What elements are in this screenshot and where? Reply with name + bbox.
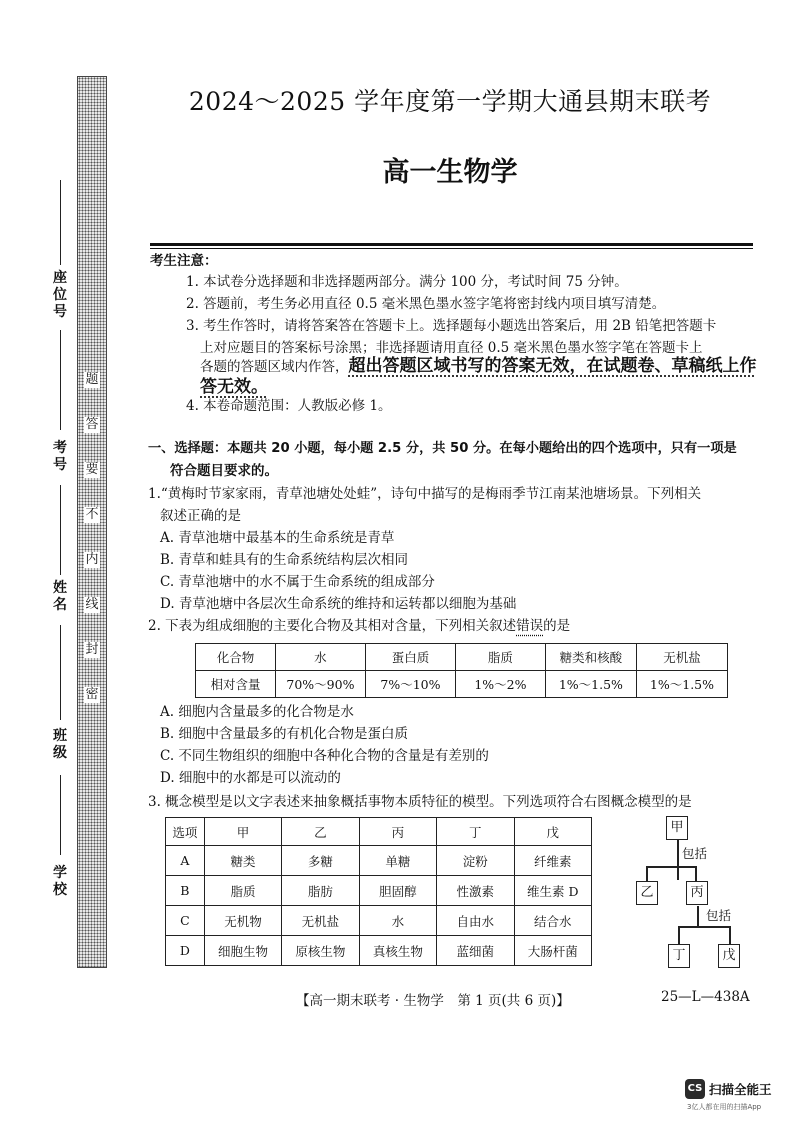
q1-stem-cont: 叙述正确的是 — [160, 508, 241, 524]
notice-item: 2. 答题前，考生务必用直径 0.5 毫米黑色墨水签字笔将密封线内项目填写清楚。 — [186, 296, 666, 312]
exam-number-label: 考号 — [53, 440, 67, 473]
school-label: 学校 — [53, 865, 67, 898]
concept-box-mid-right: 丙 — [686, 881, 708, 905]
notice-heading: 考生注意： — [150, 253, 218, 269]
binding-char: 封 — [85, 642, 99, 657]
q3-cell: 无机物 — [204, 906, 281, 936]
q1-option: C. 青草池塘中的水不属于生命系统的组成部分 — [160, 574, 435, 590]
concept-line — [729, 926, 731, 944]
concept-line — [646, 866, 648, 881]
class-blank-line — [60, 625, 61, 720]
concept-line — [646, 866, 696, 868]
q2-table-header — [196, 644, 728, 671]
notice-item: 上对应题目的答案标号涂黑；非选择题请用直径 0.5 毫米黑色墨水签字笔在答题卡上 — [200, 340, 703, 356]
q2-header-cell: 蛋白质 — [365, 644, 455, 671]
concept-line — [677, 840, 679, 880]
seat-number-label: 座位号 — [53, 270, 67, 320]
q3-cell: B — [166, 876, 205, 906]
q2-header-cell: 糖类和核酸 — [545, 644, 636, 671]
q2-header-cell: 无机盐 — [636, 644, 727, 671]
exam-title: 2024～2025 学年度第一学期大通县期末联考 — [188, 87, 712, 116]
binding-char: 线 — [85, 597, 99, 612]
q2-cell: 1%～1.5% — [636, 671, 727, 698]
notice-item: 1. 本试卷分选择题和非选择题两部分。满分 100 分，考试时间 75 分钟。 — [186, 274, 628, 290]
page-footer: 【高一期末联考 · 生物学 第 1 页(共 6 页)】 — [296, 993, 570, 1009]
q1-stem: 1.“黄梅时节家家雨，青草池塘处处蛙”，诗句中描写的是梅雨季节江南某池塘场景。下列相关 — [148, 486, 702, 502]
q3-table-row — [166, 906, 592, 936]
concept-box-bottom-left: 丁 — [668, 944, 690, 968]
q3-cell: 胆固醇 — [359, 876, 436, 906]
q2-stem-c: 的是 — [543, 618, 571, 634]
concept-label-contains: 包括 — [706, 908, 732, 923]
seat-blank-line — [60, 180, 61, 265]
q3-header-cell: 丙 — [359, 818, 436, 846]
q3-header-cell: 戊 — [514, 818, 591, 846]
q2-stem-a: 2. 下表为组成细胞的主要化合物及其相对含量，下列相关叙述 — [148, 618, 517, 634]
notice-item: 3. 考生作答时，请将答案答在答题卡上。选择题每小题选出答案后，用 2B 铅笔把答题卡 — [186, 318, 717, 334]
q2-cell: 7%～10% — [365, 671, 455, 698]
q3-table-row — [166, 936, 592, 966]
binding-char: 不 — [85, 507, 99, 522]
q2-header-cell: 脂质 — [455, 644, 545, 671]
q3-cell: 脂质 — [204, 876, 281, 906]
binding-char: 密 — [85, 687, 99, 702]
q2-stem-emphasis: 错误 — [516, 618, 544, 634]
camscanner-logo-icon: CS — [685, 1079, 705, 1099]
q3-cell: 原核生物 — [282, 936, 359, 966]
header-rule-thin — [150, 248, 753, 249]
q3-header-cell: 丁 — [437, 818, 514, 846]
q3-cell: 性激素 — [437, 876, 514, 906]
q3-cell: 糖类 — [204, 846, 281, 876]
binding-char: 内 — [85, 552, 99, 567]
q3-table-row — [166, 876, 592, 906]
q2-stem — [148, 615, 570, 637]
school-blank-line — [60, 775, 61, 855]
concept-box-mid-left: 乙 — [636, 881, 658, 905]
q3-table-row — [166, 846, 592, 876]
concept-line — [678, 926, 730, 928]
section-heading-cont: 符合题目要求的。 — [170, 463, 278, 479]
q2-option: C. 不同生物组织的细胞中各种化合物的含量是有差别的 — [160, 748, 489, 764]
binding-char: 答 — [85, 417, 99, 432]
q3-header-cell: 选项 — [166, 818, 205, 846]
q3-cell: 维生素 D — [514, 876, 591, 906]
q1-option: A. 青草池塘中最基本的生命系统是青草 — [160, 530, 395, 546]
binding-char: 题 — [85, 372, 99, 387]
q2-cell: 1%～2% — [455, 671, 545, 698]
header-rule — [150, 243, 753, 246]
q2-table — [195, 643, 728, 698]
q3-stem: 3. 概念模型是以文字表述来抽象概括事物本质特征的模型。下列选项符合右图概念模型的是 — [148, 794, 692, 810]
q3-cell: 结合水 — [514, 906, 591, 936]
concept-box-top: 甲 — [666, 816, 688, 840]
q3-cell: 无机盐 — [282, 906, 359, 936]
concept-box-bottom-right: 戊 — [718, 944, 740, 968]
q2-header-cell: 水 — [275, 644, 365, 671]
subject-title: 高一生物学 — [382, 157, 518, 188]
exam-number-blank-line — [60, 330, 61, 430]
binding-char: 要 — [85, 462, 99, 477]
q1-option: B. 青草和蛙具有的生命系统结构层次相同 — [160, 552, 409, 568]
concept-line — [697, 906, 699, 926]
scanner-tagline: 3亿人都在用的扫描App — [687, 1103, 762, 1111]
q3-table — [165, 817, 592, 966]
notice-item — [200, 351, 757, 382]
q2-cell: 相对含量 — [196, 671, 276, 698]
q2-option: D. 细胞中的水都是可以流动的 — [160, 770, 341, 786]
q2-table-row — [196, 671, 728, 698]
q3-table-header — [166, 818, 592, 846]
q3-cell: D — [166, 936, 205, 966]
concept-line — [678, 926, 680, 944]
scanner-name: 扫描全能王 — [709, 1082, 772, 1097]
q2-cell: 70%～90% — [275, 671, 365, 698]
notice-item: 4. 本卷命题范围：人教版必修 1。 — [186, 398, 392, 414]
name-blank-line — [60, 485, 61, 575]
name-label: 姓名 — [53, 580, 67, 613]
q3-cell: 纤维素 — [514, 846, 591, 876]
q3-cell: 自由水 — [437, 906, 514, 936]
section-heading: 一、选择题：本题共 20 小题，每小题 2.5 分，共 50 分。在每小题给出的四个选项中，只有一项是 — [148, 441, 737, 456]
notice-emphasis-cont: 答无效。 — [200, 377, 268, 397]
q3-cell: 细胞生物 — [204, 936, 281, 966]
q2-header-cell: 化合物 — [196, 644, 276, 671]
notice-item-part: 各题的答题区域内作答， — [200, 359, 349, 375]
q3-cell: 单糖 — [359, 846, 436, 876]
q2-cell: 1%～1.5% — [545, 671, 636, 698]
q3-cell: 蓝细菌 — [437, 936, 514, 966]
q3-cell: C — [166, 906, 205, 936]
q3-cell: 真核生物 — [359, 936, 436, 966]
q3-cell: 大肠杆菌 — [514, 936, 591, 966]
concept-line — [695, 866, 697, 881]
q2-option: B. 细胞中含量最多的有机化合物是蛋白质 — [160, 726, 409, 742]
q3-header-cell: 乙 — [282, 818, 359, 846]
q3-cell: 多糖 — [282, 846, 359, 876]
q3-cell: 水 — [359, 906, 436, 936]
q3-cell: A — [166, 846, 205, 876]
q2-option: A. 细胞内含量最多的化合物是水 — [160, 704, 354, 720]
q3-cell: 淀粉 — [437, 846, 514, 876]
concept-label-contains: 包括 — [682, 846, 708, 861]
notice-emphasis: 超出答题区域书写的答案无效，在试题卷、草稿纸上作 — [348, 356, 757, 376]
paper-code: 25—L—438A — [661, 989, 750, 1005]
q3-header-cell: 甲 — [204, 818, 281, 846]
q3-cell: 脂肪 — [282, 876, 359, 906]
class-label: 班级 — [53, 728, 67, 761]
q1-option: D. 青草池塘中各层次生命系统的维持和运转都以细胞为基础 — [160, 596, 517, 612]
